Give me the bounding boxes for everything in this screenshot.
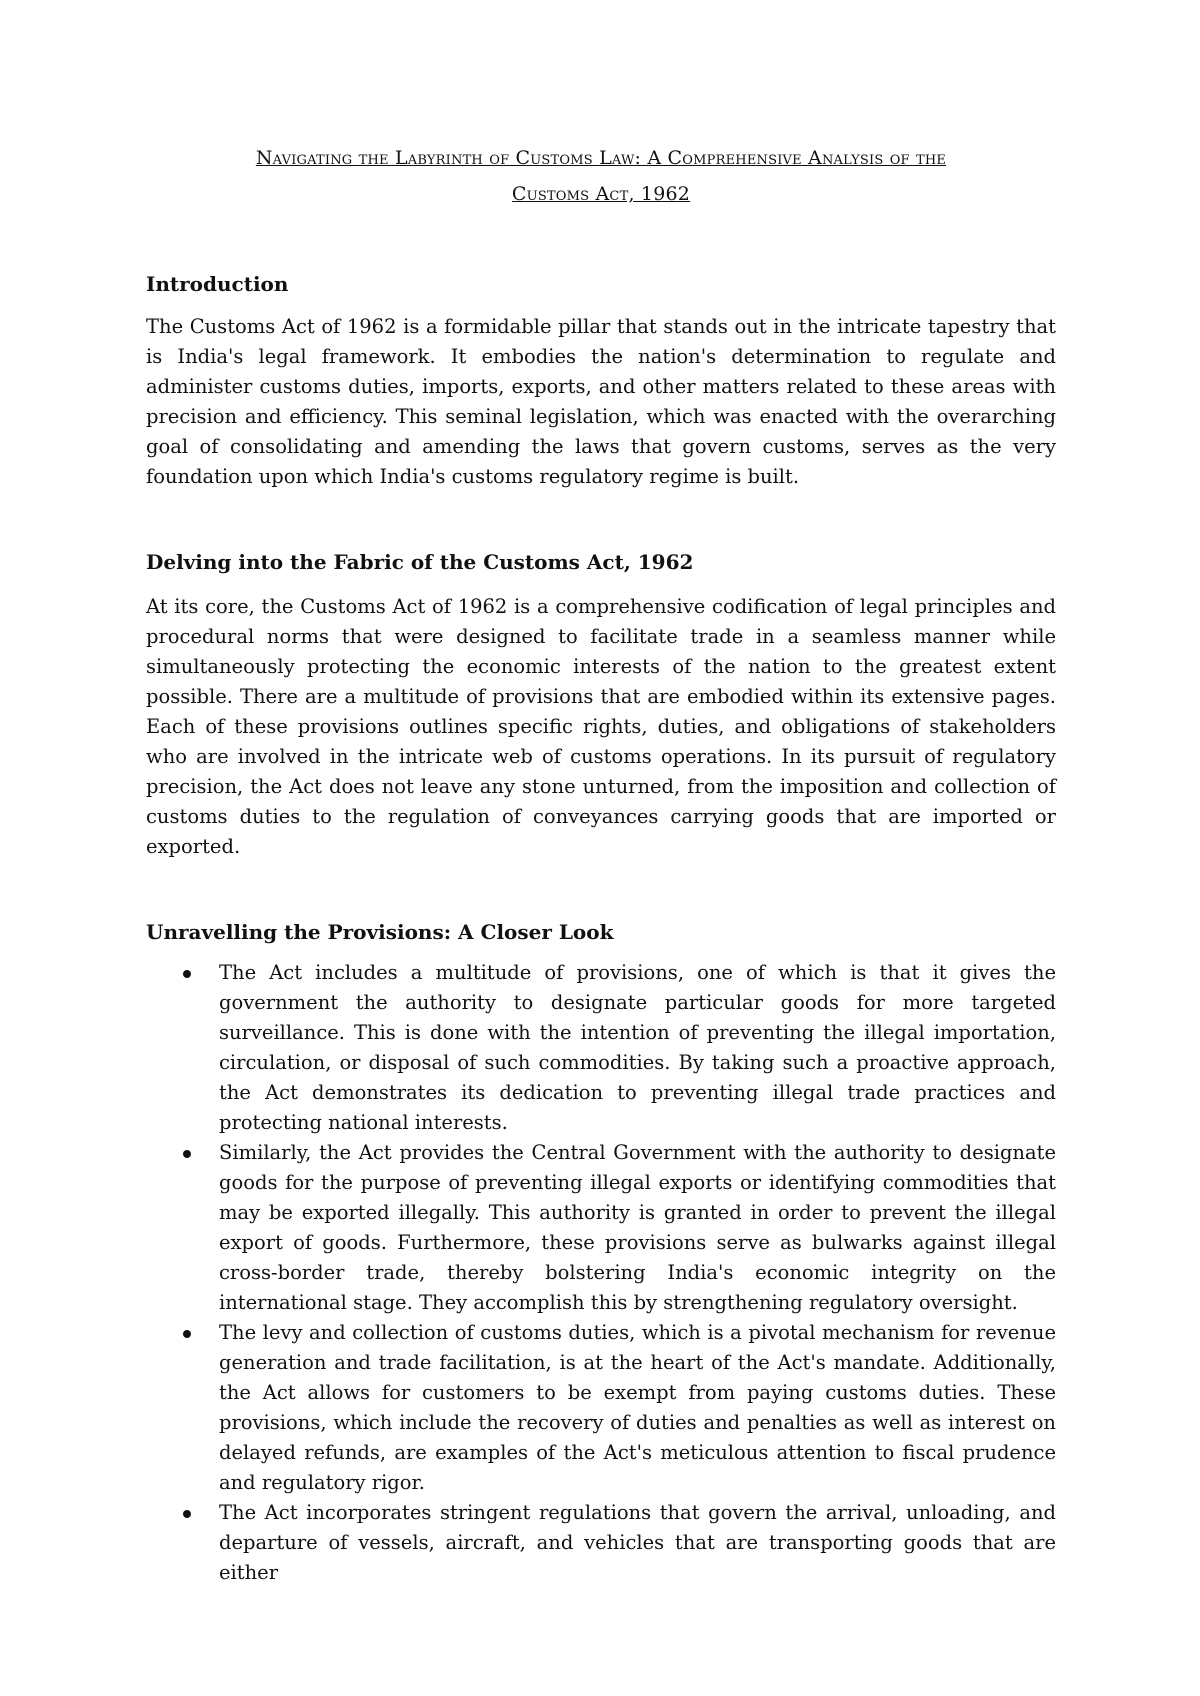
fabric-paragraph: At its core, the Customs Act of 1962 is a comprehensive codification of legal principles and procedural norms that were designed to facilitate trade in a seamless manner while simultaneously protecting the economic interests of the nation to the greatest extent possible. There are a multitude of provisions that are embodied within its extensive pages. Each of these provisions outlines specific rights, duties, and obligations of stakeholders who are involved in the intricate web of customs operations. In its pursuit of regulatory precision, the Act does not leave any stone unturned, from the imposition and collection of customs duties to the regulation of conveyances carrying goods that are imported or exported. bbox=[146, 595, 1056, 858]
bullet-icon bbox=[183, 970, 191, 978]
bullet-icon bbox=[183, 1510, 191, 1518]
list-item bbox=[146, 1138, 1056, 1318]
document-title bbox=[146, 140, 1056, 212]
list-item-text: The Act includes a multitude of provisions, one of which is that it gives the government the authority to designate particular goods for more targeted surveillance. This is done with the intention of preventing the illegal importation, circulation, or disposal of such commodities. By taking such a proactive approach, the Act demonstrates its dedication to preventing illegal trade practices and protecting national interests. bbox=[219, 961, 1056, 1134]
title-line-1: Navigating the Labyrinth of Customs Law: A Comprehensive Analysis of the bbox=[255, 147, 947, 169]
title-line-2: Customs Act, 1962 bbox=[511, 183, 691, 205]
bullet-icon bbox=[183, 1330, 191, 1338]
list-item bbox=[146, 958, 1056, 1138]
list-item-text: The Act incorporates stringent regulations that govern the arrival, unloading, and departure of vessels, aircraft, and vehicles that are transporting goods that are either bbox=[219, 1501, 1056, 1584]
introduction-paragraph: The Customs Act of 1962 is a formidable pillar that stands out in the intricate tapestry that is India's legal framework. It embodies the nation's determination to regulate and administer customs duties, imports, exports, and other matters related to these areas with precision and efficiency. This seminal legislation, which was enacted with the overarching goal of consolidating and amending the laws that govern customs, serves as the very foundation upon which India's customs regulatory regime is built. bbox=[146, 315, 1056, 488]
document-page bbox=[146, 140, 1056, 1588]
list-item-text: The levy and collection of customs duties, which is a pivotal mechanism for revenue generation and trade facilitation, is at the heart of the Act's mandate. Additionally, the Act allows for customers to be exempt from paying customs duties. These provisions, which include the recovery of duties and penalties as well as interest on delayed refunds, are examples of the Act's meticulous attention to fiscal prudence and regulatory rigor. bbox=[219, 1321, 1056, 1494]
section-heading-introduction: Introduction bbox=[146, 272, 289, 296]
list-item bbox=[146, 1498, 1056, 1588]
list-item bbox=[146, 1318, 1056, 1498]
list-item-text: Similarly, the Act provides the Central Government with the authority to designate goods for the purpose of preventing illegal exports or identifying commodities that may be exported illegally. This authority is granted in order to prevent the illegal export of goods. Furthermore, these provisions serve as bulwarks against illegal cross-border trade, thereby bolstering India's economic integrity on the international stage. They accomplish this by strengthening regulatory oversight. bbox=[219, 1141, 1056, 1314]
section-heading-provisions: Unravelling the Provisions: A Closer Look bbox=[146, 920, 614, 944]
bullet-icon bbox=[183, 1150, 191, 1158]
section-heading-fabric: Delving into the Fabric of the Customs Act, 1962 bbox=[146, 550, 694, 574]
provisions-list bbox=[146, 958, 1056, 1588]
